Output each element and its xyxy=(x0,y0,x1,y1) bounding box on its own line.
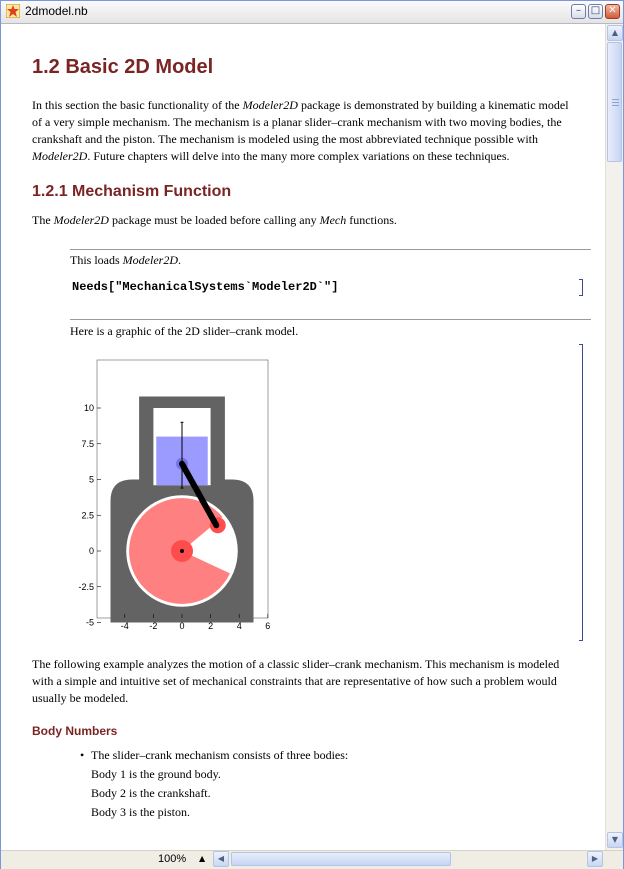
bullet-item-intro xyxy=(80,746,348,765)
minimize-button[interactable]: – xyxy=(571,4,586,19)
y-tick-label: 0 xyxy=(88,546,94,556)
x-tick-label: 2 xyxy=(208,621,214,631)
window-title: 2dmodel.nb xyxy=(25,4,88,18)
body-numbers-heading: Body Numbers xyxy=(32,724,118,738)
graphic-caption-text: Here is a graphic of the 2D slider–crank model. xyxy=(70,324,299,338)
bullet-mark: • xyxy=(80,748,85,762)
bullet-item-text: The slider–crank mechanism consists of three bodies: xyxy=(91,748,349,762)
cell-note-text: This loads Modeler2D. xyxy=(70,253,181,267)
load-note-paragraph: The Modeler2D package must be loaded before calling any Mech functions. xyxy=(32,213,397,227)
notebook-content[interactable] xyxy=(1,24,605,850)
cell-divider-top xyxy=(70,249,591,250)
y-tick-label: 10 xyxy=(83,403,94,413)
y-tick-label: 5 xyxy=(88,474,94,485)
close-button[interactable]: ✕ xyxy=(605,4,620,19)
horizontal-scroll-thumb[interactable] xyxy=(231,852,451,866)
input-code-cell[interactable]: Needs["MechanicalSystems`Modeler2D`"] xyxy=(72,280,339,294)
x-tick-label: -4 xyxy=(120,621,129,631)
scroll-up-button[interactable]: ▲ xyxy=(607,25,623,41)
bullet-item-body-3: Body 3 is the piston. xyxy=(91,805,191,819)
bullet-item-body-1: Body 1 is the ground body. xyxy=(91,767,221,781)
crank-center-dot xyxy=(180,549,184,553)
slider-crank-graphic[interactable] xyxy=(70,357,270,635)
cell-bracket-graphic[interactable] xyxy=(579,344,583,641)
x-tick-label: 6 xyxy=(265,621,270,631)
thumb-grip xyxy=(612,99,619,100)
y-tick-label: -5 xyxy=(85,617,94,628)
bullet-item-body-2: Body 2 is the crankshaft. xyxy=(91,786,211,800)
cell-divider-middle xyxy=(70,319,591,320)
intro-paragraph: In this section the basic functionality of the Modeler2D package is demonstrated by building a kinematic model of a very simple mechanism. The mechanism is a planar slider–crank mechanism with two moving bodies, the crankshaft and the piston. The mechanism is modeled using the most abbreviated technique possible with Modeler2D. Future chapters will delve into the many more complex variations on these techniques. xyxy=(32,98,569,163)
vertical-scrollbar[interactable] xyxy=(605,24,623,850)
zoom-menu-arrow-icon[interactable]: ▲ xyxy=(199,854,206,863)
scroll-right-button[interactable]: ▶ xyxy=(587,851,603,867)
thumb-grip xyxy=(612,105,619,106)
x-tick-label: 0 xyxy=(179,621,185,631)
y-tick-label: 2.5 xyxy=(81,510,94,521)
x-tick-label: -2 xyxy=(149,621,158,631)
x-tick-label: 4 xyxy=(236,621,242,631)
cell-bracket-input[interactable] xyxy=(579,279,583,296)
section-title: 1.2 Basic 2D Model xyxy=(32,56,214,78)
example-paragraph: The following example analyzes the motion of a classic slider–crank mechanism. This mechanism is modeled with a simple and intuitive set of mechanical constraints that are representative of how such a problem would usually be modeled. xyxy=(32,657,560,705)
thumb-grip xyxy=(612,102,619,103)
mathematica-app-icon xyxy=(6,4,20,18)
subsection-title: 1.2.1 Mechanism Function xyxy=(32,183,232,200)
zoom-level[interactable]: 100% xyxy=(158,853,187,865)
scroll-down-button[interactable]: ▼ xyxy=(607,832,623,848)
y-tick-label: 7.5 xyxy=(81,438,94,449)
title-bar[interactable] xyxy=(1,1,623,24)
body-numbers-list xyxy=(80,746,348,822)
vertical-scroll-thumb[interactable] xyxy=(607,42,622,162)
maximize-button[interactable]: □ xyxy=(588,4,603,19)
scroll-left-button[interactable]: ◀ xyxy=(213,851,229,867)
y-tick-label: -2.5 xyxy=(78,581,94,592)
